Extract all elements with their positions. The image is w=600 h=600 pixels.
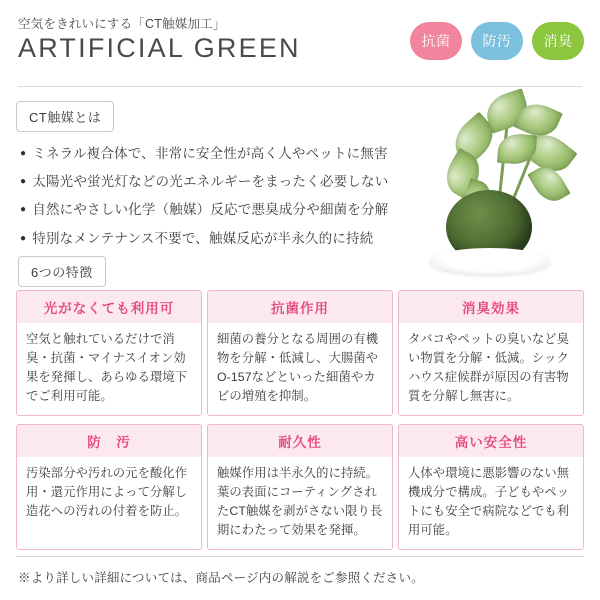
feature-card-antifouling	[16, 424, 202, 550]
feature-card-title: 抗菌作用	[208, 291, 392, 323]
product-photo	[390, 88, 590, 278]
header-divider	[18, 86, 582, 87]
feature-card-antibacterial	[207, 290, 393, 416]
feature-card-body: 汚染部分や汚れの元を酸化作用・還元作用によって分解し造花への汚れの付着を防止。	[26, 466, 188, 519]
feature-card-body: 空気と触れているだけで消臭・抗菌・マイナスイオン効果を発揮し、あらゆる環境下でご利用可能。	[26, 332, 188, 404]
features-grid	[16, 290, 584, 550]
feature-card-body: 人体や環境に悪影響のない無機成分で構成。子どもやペットにも安全で病院などでも利用可能。	[408, 466, 570, 538]
list-item-label: 太陽光や蛍光灯などの光エネルギーをまったく必要しない	[32, 174, 389, 190]
badge-antibacterial: 抗菌	[410, 22, 462, 60]
features-section-label: 6つの特徴	[18, 256, 106, 287]
feature-card-title: 耐久性	[208, 425, 392, 457]
feature-card-safety	[398, 424, 584, 550]
footer-note: ※より詳しい詳細については、商品ページ内の解説をご参照ください。	[18, 571, 424, 585]
feature-card-title: 光がなくても利用可	[17, 291, 201, 323]
badge-deodorizing: 消臭	[532, 22, 584, 60]
bullet-dot-icon: ●	[20, 176, 27, 188]
badge-group	[410, 22, 584, 60]
bullet-dot-icon: ●	[20, 148, 27, 159]
page-header	[16, 14, 584, 76]
footer-divider	[16, 556, 584, 557]
page-title: ARTIFICIAL GREEN	[18, 33, 301, 63]
feature-card-light	[16, 290, 202, 416]
header-subtitle: 空気をきれいにする「CT触媒加工」	[18, 17, 226, 31]
bullet-dot-icon: ●	[20, 232, 27, 244]
feature-card-title: 消臭効果	[399, 291, 583, 323]
feature-card-title: 防 汚	[17, 425, 201, 457]
feature-card-body: 触媒作用は半永久的に持続。葉の表面にコーティングされたCT触媒を剥がさない限り長期にわたって効果を発揮。	[217, 466, 383, 538]
about-section-label: CT触媒とは	[16, 101, 114, 132]
bullet-dot-icon: ●	[20, 204, 27, 216]
feature-card-body: 細菌の養分となる周囲の有機物を分解・低減し、大腸菌やO-157などといった細菌やカビの増殖を抑制。	[217, 332, 379, 404]
plant-saucer	[430, 248, 550, 274]
feature-card-title: 高い安全性	[399, 425, 583, 457]
feature-card-deodorizing	[398, 290, 584, 416]
list-item-label: ミネラル複合体で、非常に安全性が高く人やペットに無害	[32, 146, 388, 161]
list-item-label: 特別なメンテナンス不要で、触媒反応が半永久的に持続	[32, 230, 374, 246]
features-section-header	[18, 256, 106, 287]
feature-card-durability	[207, 424, 393, 550]
badge-antifouling: 防汚	[471, 22, 523, 60]
list-item-label: 自然にやさしい化学（触媒）反応で悪臭成分や細菌を分解	[32, 202, 389, 218]
feature-card-body: タバコやペットの臭いなど臭い物質を分解・低減。シックハウス症候群が原因の有害物質を分解し無害に。	[408, 332, 570, 404]
